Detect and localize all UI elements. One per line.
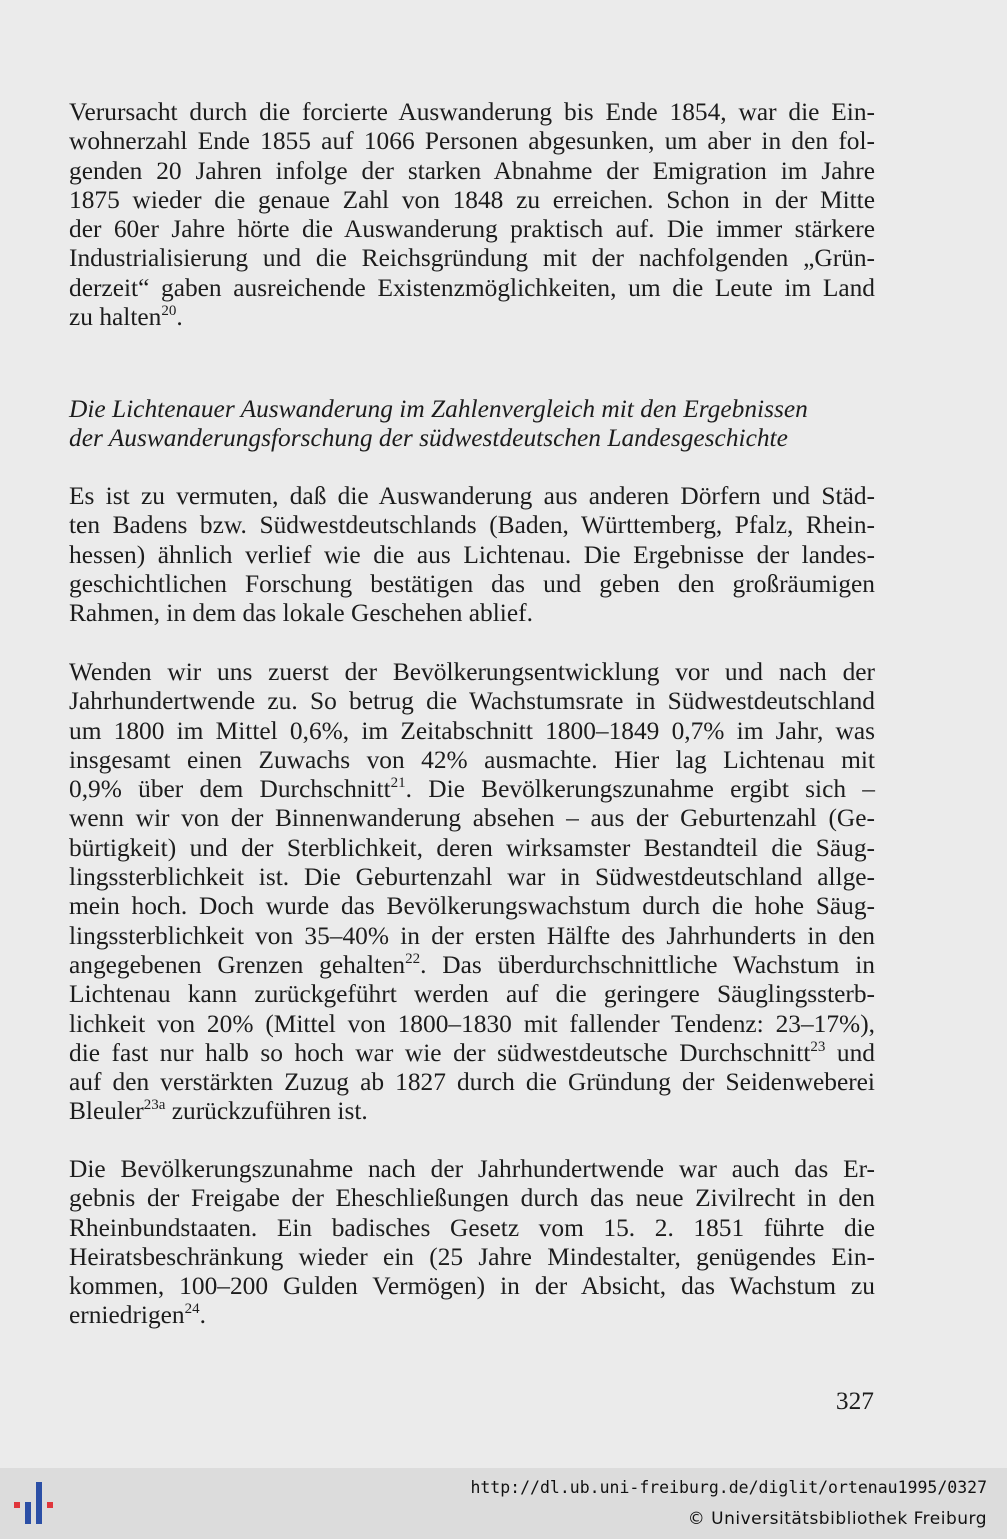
text-fragment: und bbox=[825, 1038, 876, 1067]
text-line bbox=[69, 1097, 875, 1126]
footnote-marker-24: 24 bbox=[184, 1301, 200, 1318]
text-fragment: angegebenen Grenzen gehalten bbox=[69, 950, 406, 979]
ub-freiburg-logo-icon bbox=[12, 1479, 64, 1527]
text-line: hessen) ähnlich verlief wie die aus Lichtenau. Die Ergebnisse der landes- bbox=[69, 540, 875, 569]
text-line: kommen, 100–200 Gulden Vermögen) in der Absicht, das Wachstum zu bbox=[69, 1272, 875, 1301]
text-line: lichkeit von 20% (Mittel von 1800–1830 mit fallender Tendenz: 23–17%), bbox=[69, 1009, 875, 1038]
footnote-marker-20: 20 bbox=[161, 303, 177, 320]
footnote-marker-23: 23 bbox=[810, 1038, 826, 1055]
text-line: Lichtenau kann zurückgeführt werden auf die geringere Säuglingssterb- bbox=[69, 980, 875, 1009]
text-line: Wenden wir uns zuerst der Bevölkerungsentwicklung vor und nach der bbox=[69, 658, 875, 686]
text-line: insgesamt einen Zuwachs von 42% ausmachte. Hier lag Lichtenau mit bbox=[69, 745, 875, 774]
text-fragment: zurückzuführen ist. bbox=[165, 1097, 368, 1126]
text-line: Rheinbundstaaten. Ein badisches Gesetz vom 15. 2. 1851 führte die bbox=[69, 1213, 875, 1242]
text-line: bürtigkeit) und der Sterblichkeit, deren wirksamster Bestandteil die Säug- bbox=[69, 833, 875, 862]
copyright-notice: © Universitätsbibliothek Freiburg bbox=[687, 1509, 987, 1529]
footnote-marker-22: 22 bbox=[405, 950, 421, 967]
text-line bbox=[69, 1039, 875, 1068]
paragraph-3 bbox=[69, 658, 875, 1127]
section-heading bbox=[69, 395, 875, 454]
text-line: Heiratsbeschränkung wieder ein (25 Jahre Mindestalter, genügendes Ein- bbox=[69, 1242, 875, 1271]
text-line bbox=[69, 775, 875, 804]
text-line: Industrialisierung und die Reichsgründung mit der nachfolgenden „Grün- bbox=[69, 244, 875, 273]
text-line: um 1800 im Mittel 0,6%, im Zeitabschnitt 1800–1849 0,7% im Jahr, was bbox=[69, 716, 875, 745]
heading-line: Die Lichtenauer Auswanderung im Zahlenvergleich mit den Ergebnissen bbox=[69, 395, 808, 423]
text-line: genden 20 Jahren infolge der starken Abnahme der Emigration im Jahre bbox=[69, 156, 875, 185]
text-fragment: zu halten bbox=[69, 303, 162, 332]
page-number: 327 bbox=[835, 1387, 874, 1415]
text-line: mein hoch. Doch wurde das Bevölkerungswachstum durch die hohe Säug- bbox=[69, 892, 875, 921]
heading-line: der Auswanderungsforschung der südwestdeutschen Landesgeschichte bbox=[69, 424, 788, 453]
paragraph-2 bbox=[69, 482, 875, 628]
footer-bar bbox=[0, 1468, 1007, 1539]
text-line: 1875 wieder die genaue Zahl von 1848 zu erreichen. Schon in der Mitte bbox=[69, 185, 875, 214]
text-fragment: erniedrigen bbox=[69, 1301, 185, 1330]
text-fragment: . bbox=[176, 303, 183, 332]
paragraph-4 bbox=[69, 1155, 875, 1331]
text-fragment: 0,9% über dem Durchschnitt bbox=[69, 775, 391, 804]
text-line: Es ist zu vermuten, daß die Auswanderung aus anderen Dörfern und Städ- bbox=[69, 482, 875, 510]
document-permalink[interactable]: http://dl.ub.uni-freiburg.de/diglit/ortenau1995/0327 bbox=[470, 1478, 987, 1497]
text-line: gebnis der Freigabe der Eheschließungen durch das neue Zivilrecht in den bbox=[69, 1184, 875, 1213]
text-line: auf den verstärkten Zuzug ab 1827 durch die Gründung der Seidenweberei bbox=[69, 1068, 875, 1097]
text-line: Die Bevölkerungszunahme nach der Jahrhundertwende war auch das Er- bbox=[69, 1155, 875, 1183]
text-line: Verursacht durch die forcierte Auswanderung bis Ende 1854, war die Ein- bbox=[69, 98, 875, 126]
text-line: der 60er Jahre hörte die Auswanderung praktisch auf. Die immer stärkere bbox=[69, 215, 875, 244]
text-line: wenn wir von der Binnenwanderung absehen – aus der Geburtenzahl (Ge- bbox=[69, 804, 875, 833]
text-fragment: . Die Bevölkerungszunahme ergibt sich – bbox=[405, 775, 875, 804]
text-fragment: die fast nur halb so hoch war wie der südwestdeutsche Durchschnitt bbox=[69, 1038, 811, 1067]
footnote-marker-21: 21 bbox=[390, 775, 406, 792]
text-line: lingssterblichkeit von 35–40% in der ersten Hälfte des Jahrhunderts in den bbox=[69, 921, 875, 950]
footnote-marker-23a: 23a bbox=[143, 1097, 166, 1114]
text-line: geschichtlichen Forschung bestätigen das und geben den großräumigen bbox=[69, 569, 875, 598]
text-line bbox=[69, 1301, 875, 1330]
text-line: lingssterblichkeit ist. Die Geburtenzahl war in Südwestdeutschland allge- bbox=[69, 863, 875, 892]
paragraph-1 bbox=[69, 98, 875, 332]
text-line: wohnerzahl Ende 1855 auf 1066 Personen abgesunken, um aber in den fol- bbox=[69, 127, 875, 156]
text-line bbox=[69, 951, 875, 980]
text-fragment: . Das überdurchschnittliche Wachstum in bbox=[420, 950, 875, 979]
text-line: Jahrhundertwende zu. So betrug die Wachstumsrate in Südwestdeutschland bbox=[69, 687, 875, 716]
text-line: Rahmen, in dem das lokale Geschehen ablief. bbox=[69, 599, 533, 628]
text-fragment: . bbox=[199, 1301, 206, 1330]
text-line bbox=[69, 303, 875, 332]
text-fragment: Bleuler bbox=[69, 1097, 144, 1126]
text-line: derzeit“ gaben ausreichende Existenzmöglichkeiten, um die Leute im Land bbox=[69, 273, 875, 302]
text-line: ten Badens bzw. Südwestdeutschlands (Baden, Württemberg, Pfalz, Rhein- bbox=[69, 511, 875, 540]
